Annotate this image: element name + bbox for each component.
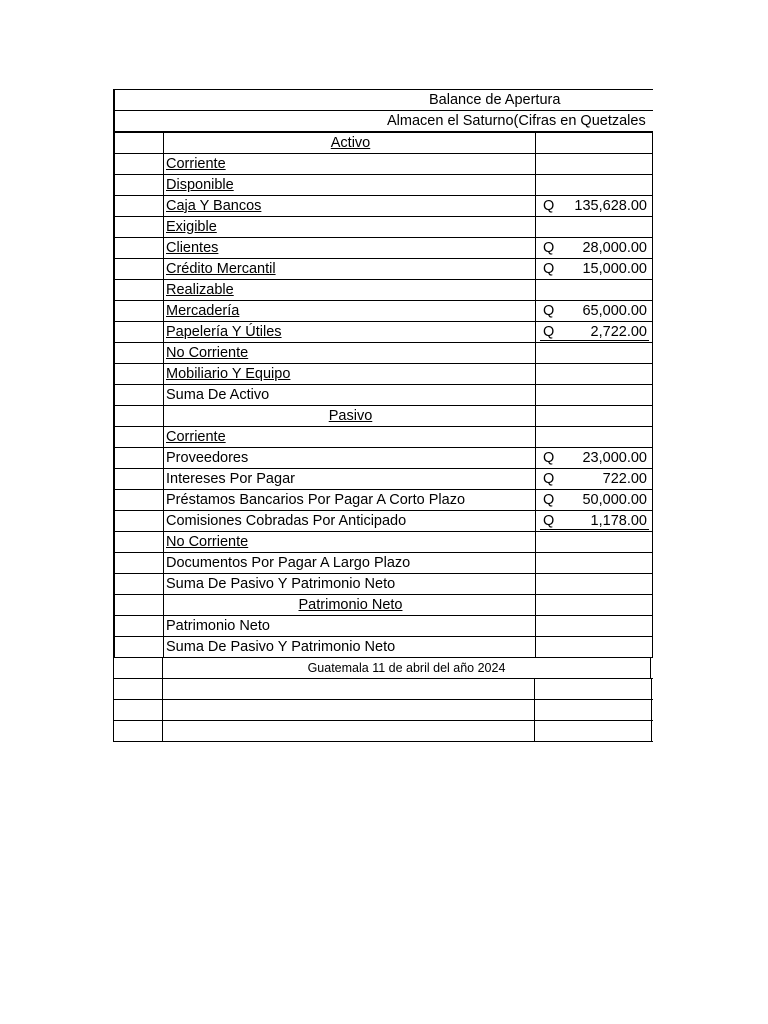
currency-symbol: Q — [543, 303, 555, 319]
row-label: Proveedores — [166, 450, 249, 466]
row-label: Documentos Por Pagar A Largo Plazo — [166, 555, 411, 571]
table-row — [113, 490, 653, 511]
row-label: Préstamos Bancarios Por Pagar A Corto Plazo — [166, 492, 466, 508]
table-row — [113, 427, 653, 448]
row-label: Corriente — [166, 429, 226, 445]
amount-value: 28,000.00 — [582, 240, 647, 256]
sheet-title: Balance de Apertura — [429, 92, 561, 108]
amount-underline — [540, 340, 649, 341]
row-label: Realizable — [166, 282, 234, 298]
row-label: Pasivo — [328, 408, 373, 424]
row-label: Intereses Por Pagar — [166, 471, 295, 487]
row-label: Comisiones Cobradas Por Anticipado — [166, 513, 407, 529]
balance-sheet — [113, 89, 653, 742]
row-label: Suma De Activo — [166, 387, 270, 403]
row-label: Disponible — [166, 177, 234, 193]
table-row — [113, 469, 653, 490]
row-label: Papelería Y Útiles — [166, 324, 282, 340]
currency-symbol: Q — [543, 450, 555, 466]
currency-symbol: Q — [543, 513, 555, 529]
row-label: Suma De Pasivo Y Patrimonio Neto — [166, 639, 396, 655]
table-row — [113, 217, 653, 238]
table-row — [113, 448, 653, 469]
row-label: Activo — [330, 135, 371, 151]
empty-row — [113, 721, 653, 742]
currency-symbol: Q — [543, 324, 555, 340]
table-row — [113, 175, 653, 196]
amount-underline — [540, 529, 649, 530]
row-label: Mobiliario Y Equipo — [166, 366, 291, 382]
title-row — [113, 89, 653, 110]
table-row — [113, 196, 653, 217]
table-row — [113, 385, 653, 406]
table-row — [113, 154, 653, 175]
amount-value: 23,000.00 — [582, 450, 647, 466]
empty-row — [113, 679, 653, 700]
currency-symbol: Q — [543, 261, 555, 277]
amount-value: 50,000.00 — [582, 492, 647, 508]
currency-symbol: Q — [543, 240, 555, 256]
table-row — [113, 364, 653, 385]
table-row — [113, 511, 653, 532]
table-row — [113, 637, 653, 658]
table-row — [113, 616, 653, 637]
amount-value: 1,178.00 — [590, 513, 647, 529]
date-footer: Guatemala 11 de abril del año 2024 — [163, 658, 651, 678]
row-label: Mercadería — [166, 303, 240, 319]
table-row — [113, 553, 653, 574]
currency-symbol: Q — [543, 198, 555, 214]
amount-value: 135,628.00 — [574, 198, 647, 214]
table-row — [113, 238, 653, 259]
empty-row — [113, 700, 653, 721]
table-row — [113, 322, 653, 343]
table-row — [113, 259, 653, 280]
table-row — [113, 133, 653, 154]
table-row — [113, 343, 653, 364]
row-label: Crédito Mercantil — [166, 261, 276, 277]
row-label: Exigible — [166, 219, 217, 235]
table-row — [113, 532, 653, 553]
amount-value: 722.00 — [602, 471, 647, 487]
footer-row — [113, 658, 653, 679]
row-label: No Corriente — [166, 534, 249, 550]
amount-value: 2,722.00 — [590, 324, 647, 340]
row-label: Patrimonio Neto — [298, 597, 403, 613]
table-row — [113, 574, 653, 595]
balance-rows — [113, 133, 653, 658]
subtitle-row — [113, 110, 653, 133]
row-label: Caja Y Bancos — [166, 198, 262, 214]
amount-value: 15,000.00 — [582, 261, 647, 277]
currency-symbol: Q — [543, 471, 555, 487]
table-row — [113, 406, 653, 427]
currency-symbol: Q — [543, 492, 555, 508]
row-label: Patrimonio Neto — [166, 618, 270, 634]
row-label: No Corriente — [166, 345, 249, 361]
table-row — [113, 301, 653, 322]
row-label: Suma De Pasivo Y Patrimonio Neto — [166, 576, 396, 592]
amount-value: 65,000.00 — [582, 303, 647, 319]
row-label: Clientes — [166, 240, 219, 256]
row-label: Corriente — [166, 156, 226, 172]
table-row — [113, 280, 653, 301]
sheet-subtitle: Almacen el Saturno(Cifras en Quetzales — [387, 113, 646, 129]
table-row — [113, 595, 653, 616]
